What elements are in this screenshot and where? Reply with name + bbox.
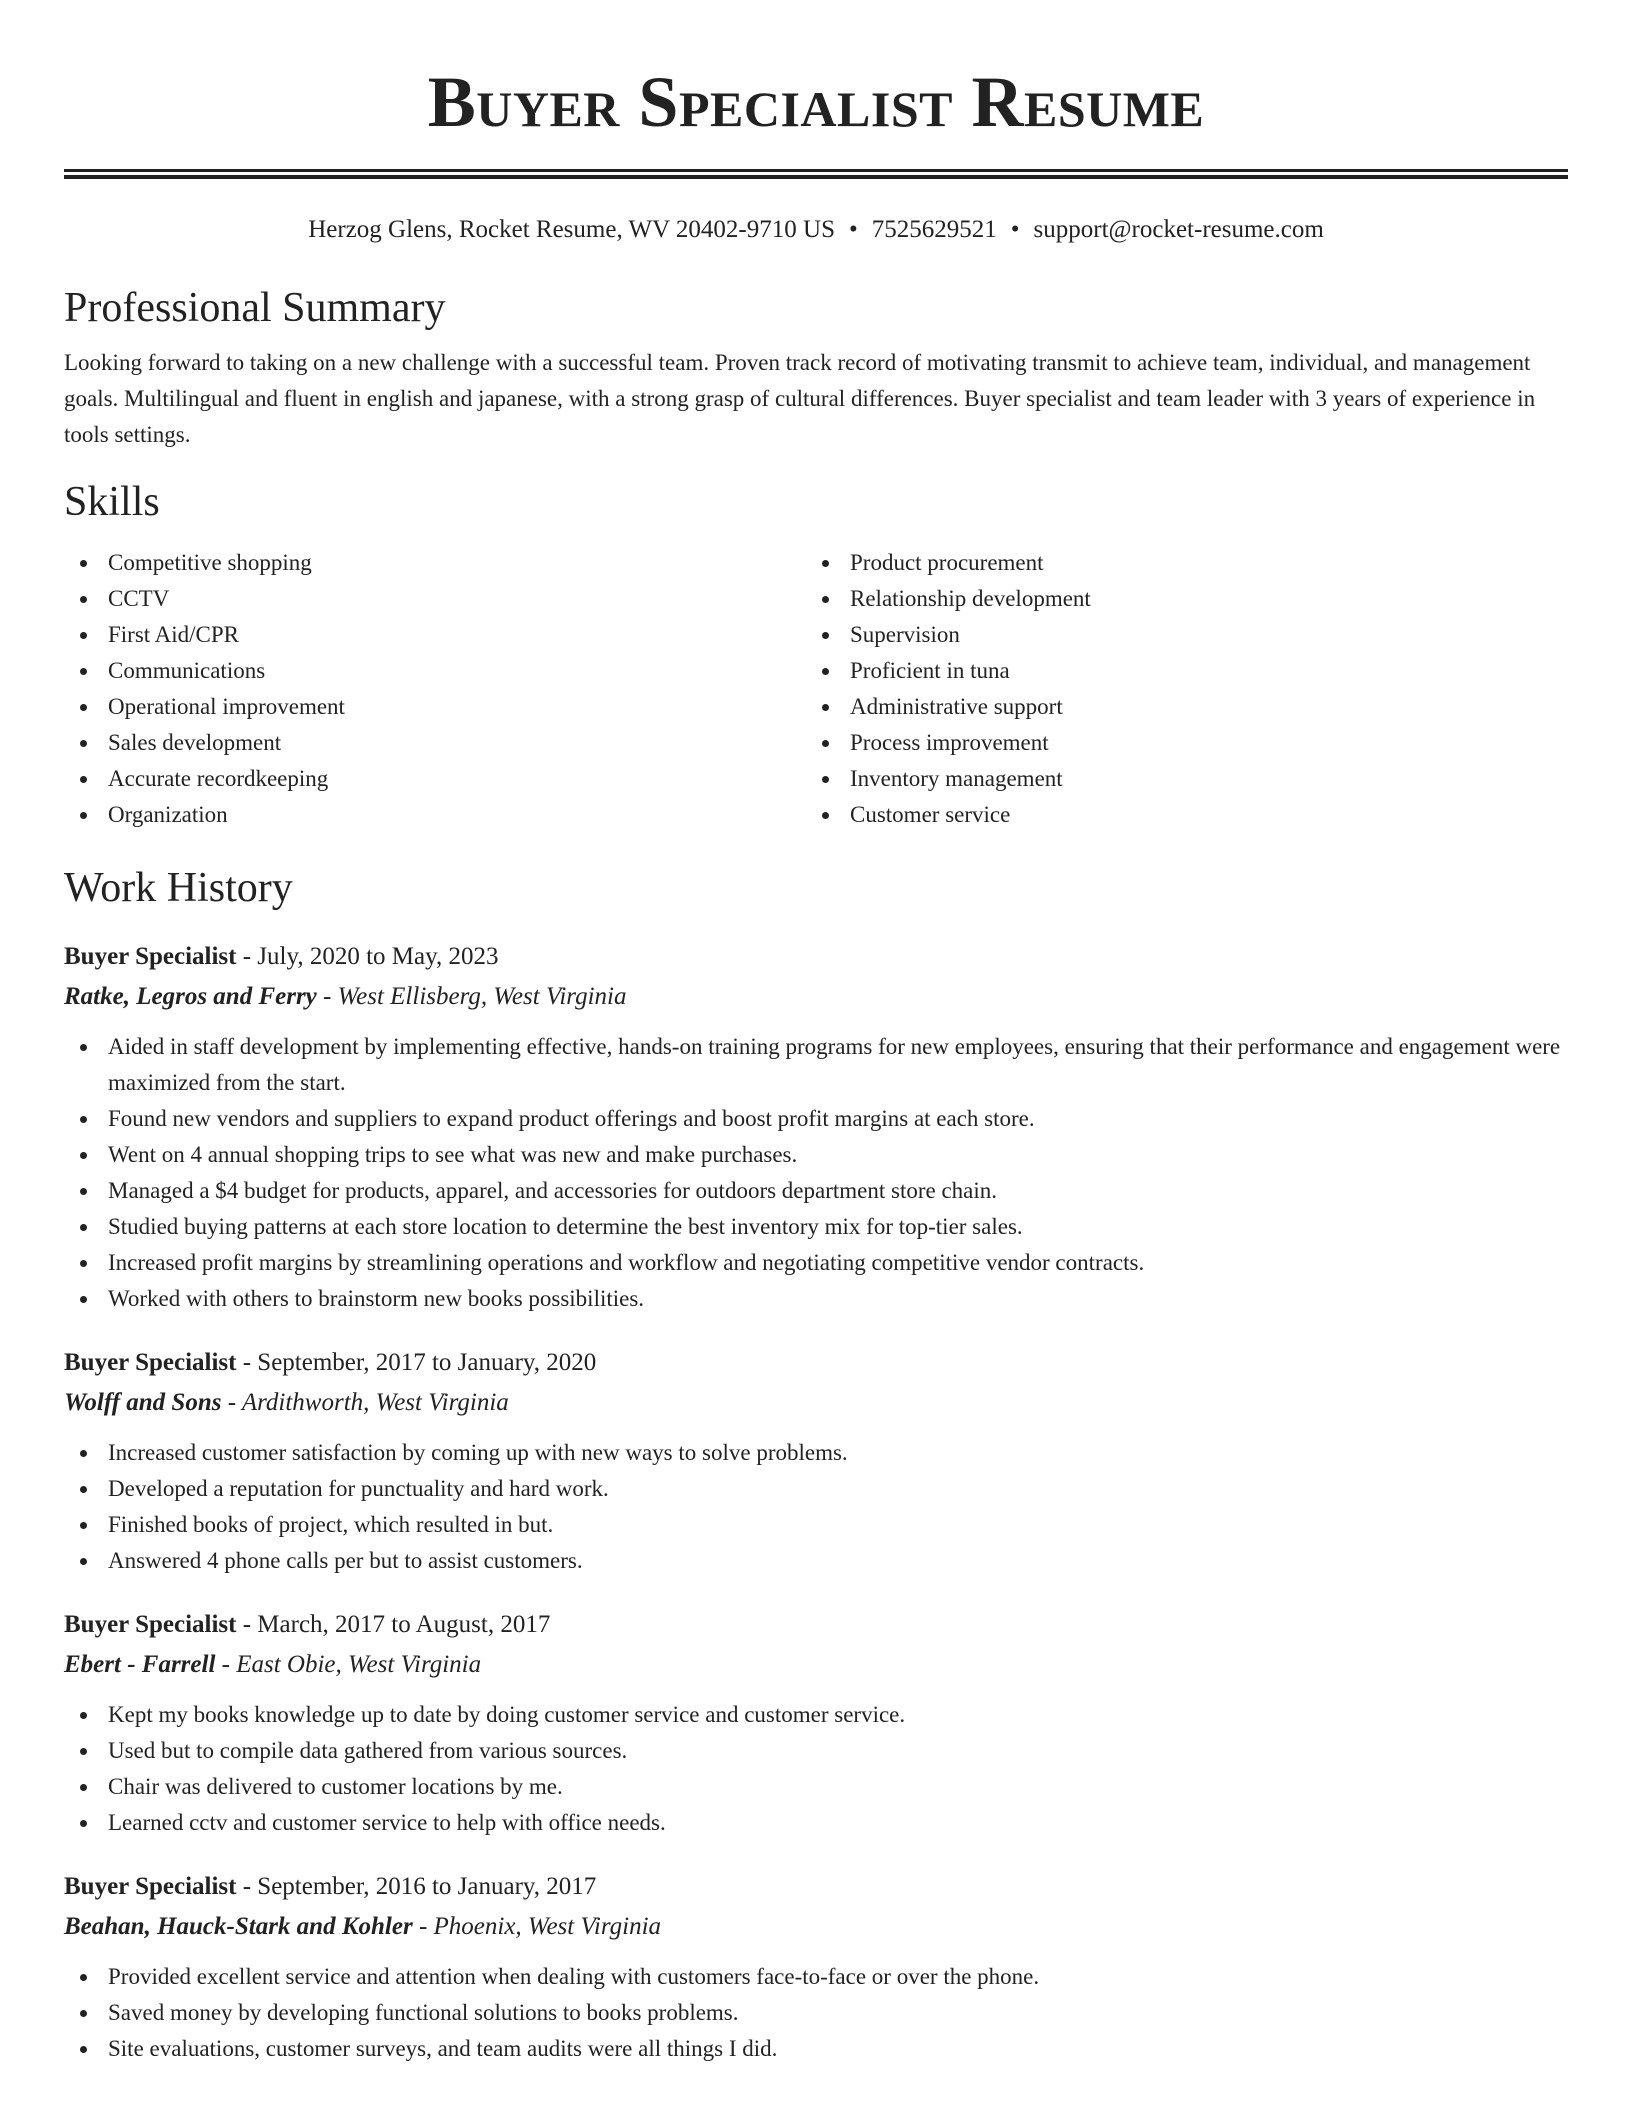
job-company-line: Ebert - Farrell - East Obie, West Virginia [64,1651,482,1678]
job-company: Ebert - Farrell [64,1651,216,1678]
job-location: Ardithworth, West Virginia [241,1389,509,1416]
job-company: Wolff and Sons [64,1389,222,1416]
job-bullet: Went on 4 annual shopping trips to see what was new and make purchases. [64,1137,1568,1173]
job-entry [64,1605,1568,1841]
job-bullet: Provided excellent service and attention when dealing with customers face-to-face or over the phone. [64,1959,1568,1995]
job-location: West Ellisberg, West Virginia [337,983,627,1010]
job-role: Buyer Specialist [64,1349,237,1376]
job-bullets [64,1435,1568,1579]
contact-separator: • [848,216,858,243]
resume-page [64,0,1568,2067]
job-bullet: Found new vendors and suppliers to expand product offerings and boost profit margins at each store. [64,1101,1568,1137]
job-bullets [64,1697,1568,1841]
contact-phone: 7525629521 [871,216,997,243]
skill-item: Process improvement [806,725,1548,761]
skills-grid [64,545,1568,833]
job-role: Buyer Specialist [64,1611,237,1638]
job-title-line: Buyer Specialist - September, 2017 to January, 2020 [64,1349,597,1376]
skill-item: Supervision [806,617,1548,653]
skill-item: Competitive shopping [64,545,806,581]
skill-item: Proficient in tuna [806,653,1548,689]
job-entry [64,937,1568,1317]
summary-heading: Professional Summary [64,285,446,331]
job-title-line: Buyer Specialist - July, 2020 to May, 2023 [64,943,499,970]
title-divider [64,169,1568,179]
work-history-heading: Work History [64,865,293,911]
skills-left-column [64,545,806,833]
job-bullet: Site evaluations, customer surveys, and team audits were all things I did. [64,2031,1568,2067]
job-bullet: Managed a $4 budget for products, apparel, and accessories for outdoors department store chain. [64,1173,1568,1209]
skill-item: CCTV [64,581,806,617]
job-bullet: Chair was delivered to customer locations by me. [64,1769,1568,1805]
job-company-line: Ratke, Legros and Ferry - West Ellisberg, West Virginia [64,983,627,1010]
job-role: Buyer Specialist [64,1873,237,1900]
job-bullet: Answered 4 phone calls per but to assist customers. [64,1543,1568,1579]
job-bullets [64,1959,1568,2067]
job-bullet: Saved money by developing functional solutions to books problems. [64,1995,1568,2031]
skill-item: Inventory management [806,761,1548,797]
job-dates: July, 2020 to May, 2023 [257,943,499,970]
job-bullet: Studied buying patterns at each store location to determine the best inventory mix for top-tier sales. [64,1209,1568,1245]
skills-right-column [806,545,1548,833]
job-bullet: Aided in staff development by implementing effective, hands-on training programs for new employees, ensuring that their performance and engagement were maximized from the start. [64,1029,1568,1101]
skill-item: Operational improvement [64,689,806,725]
resume-title: Buyer Specialist Resume [427,62,1205,142]
skill-item: Organization [64,797,806,833]
skill-item: Sales development [64,725,806,761]
job-entry [64,1867,1568,2067]
job-bullet: Developed a reputation for punctuality and hard work. [64,1471,1568,1507]
job-entry [64,1343,1568,1579]
job-bullet: Kept my books knowledge up to date by doing customer service and customer service. [64,1697,1568,1733]
skill-item: Customer service [806,797,1548,833]
contact-email: support@rocket-resume.com [1033,216,1324,243]
job-bullets [64,1029,1568,1317]
job-bullet: Finished books of project, which resulted in but. [64,1507,1568,1543]
skill-item: Administrative support [806,689,1548,725]
job-company-line: Wolff and Sons - Ardithworth, West Virginia [64,1389,509,1416]
job-title-line: Buyer Specialist - March, 2017 to August, 2017 [64,1611,551,1638]
job-title-line: Buyer Specialist - September, 2016 to January, 2017 [64,1873,597,1900]
skill-item: Accurate recordkeeping [64,761,806,797]
job-bullet: Used but to compile data gathered from various sources. [64,1733,1568,1769]
skills-heading: Skills [64,479,160,525]
job-bullet: Increased profit margins by streamlining operations and workflow and negotiating competitive vendor contracts. [64,1245,1568,1281]
contact-line [64,215,1568,245]
job-dates: September, 2016 to January, 2017 [257,1873,597,1900]
job-dates: September, 2017 to January, 2020 [257,1349,597,1376]
job-company: Ratke, Legros and Ferry [64,983,317,1010]
job-role: Buyer Specialist [64,943,237,970]
summary-text: Looking forward to taking on a new challenge with a successful team. Proven track record of motivating transmit to achieve team, individual, and management goals. Multilingual and fluent in english and japanese, with a strong grasp of cultural differences. Buyer specialist and team leader with 3 years of experience in tools settings. [64,350,1536,447]
job-location: Phoenix, West Virginia [433,1913,662,1940]
job-dates: March, 2017 to August, 2017 [257,1611,551,1638]
job-bullet: Learned cctv and customer service to help with office needs. [64,1805,1568,1841]
skill-item: Relationship development [806,581,1548,617]
skill-item: First Aid/CPR [64,617,806,653]
job-company: Beahan, Hauck-Stark and Kohler [64,1913,413,1940]
skill-item: Product procurement [806,545,1548,581]
job-company-line: Beahan, Hauck-Stark and Kohler - Phoenix, West Virginia [64,1913,662,1940]
contact-separator: • [1010,216,1020,243]
job-bullet: Worked with others to brainstorm new books possibilities. [64,1281,1568,1317]
job-bullet: Increased customer satisfaction by coming up with new ways to solve problems. [64,1435,1568,1471]
contact-address: Herzog Glens, Rocket Resume, WV 20402-9710 US [308,216,835,243]
job-location: East Obie, West Virginia [236,1651,482,1678]
skill-item: Communications [64,653,806,689]
